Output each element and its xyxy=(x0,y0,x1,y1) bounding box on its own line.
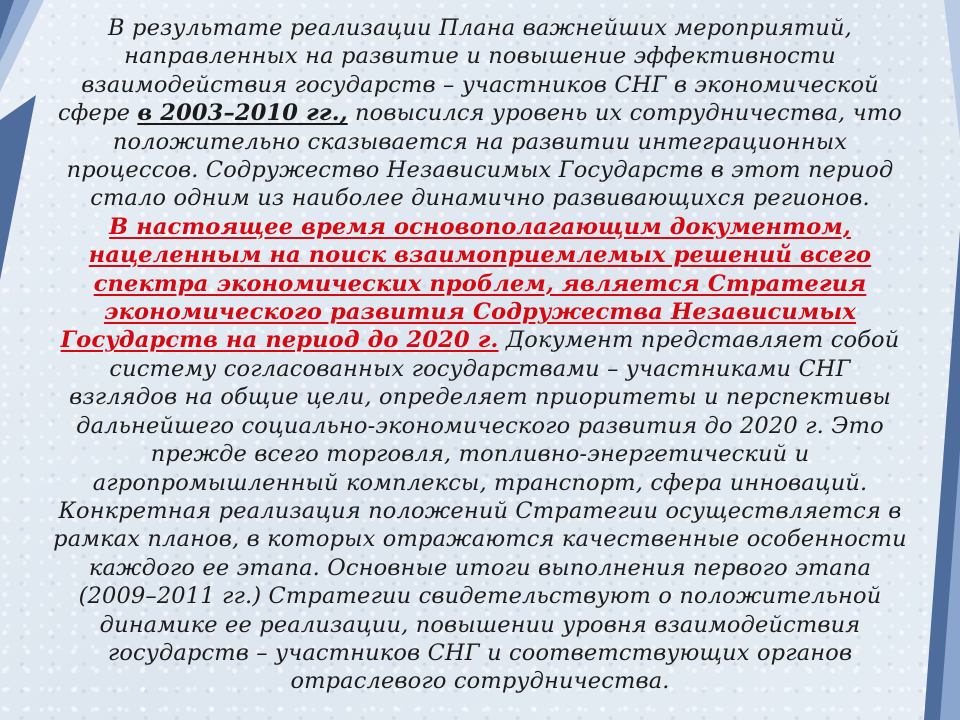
main-paragraph xyxy=(52,14,908,696)
strategy-description: Документ представляет собой систему согласованных государствами – участниками СНГ взглядов на общие цели, определяет приоритеты и перспективы дальнейшего социально-экономического развития до 2020 г. Это прежде всего торговля, топливно-энергетический и агропромышленный комплексы, транспорт, сфера инноваций. Конкретная реализация положений Стратегии осуществляется в рамках планов, в которых отражаются качественные особенности каждого ее этапа. Основные итоги выполнения первого этапа (2009–2011 гг.) Стратегии свидетельствуют о положительной динамике ее реализации, повышении уровня взаимодействия государств – участников СНГ и соответствующих органов отраслевого сотрудничества. xyxy=(53,327,907,695)
intro-text: В результате реализации Плана важнейших мероприятий, направленных на развитие и повышение эффективности взаимодействия государств – участников СНГ в экономической сфере xyxy=(58,15,879,127)
slide-body-text xyxy=(52,14,908,714)
date-range-underlined: в 2003–2010 гг., xyxy=(137,100,348,127)
strategy-highlight: В настоящее время основополагающим документом, нацеленным на поиск взаимоприемлемых решений всего спектра экономических проблем, является Стратегия экономического развития Содружества Независимых Государств на период до 2020 г. xyxy=(60,213,872,354)
intro-continuation: повысился уровень их сотрудничества, что положительно сказывается на развитии интеграционных процессов. Содружество Независимых Государств в этот период стало одним из наиболее динамично развивающихся регионов. xyxy=(66,100,902,212)
